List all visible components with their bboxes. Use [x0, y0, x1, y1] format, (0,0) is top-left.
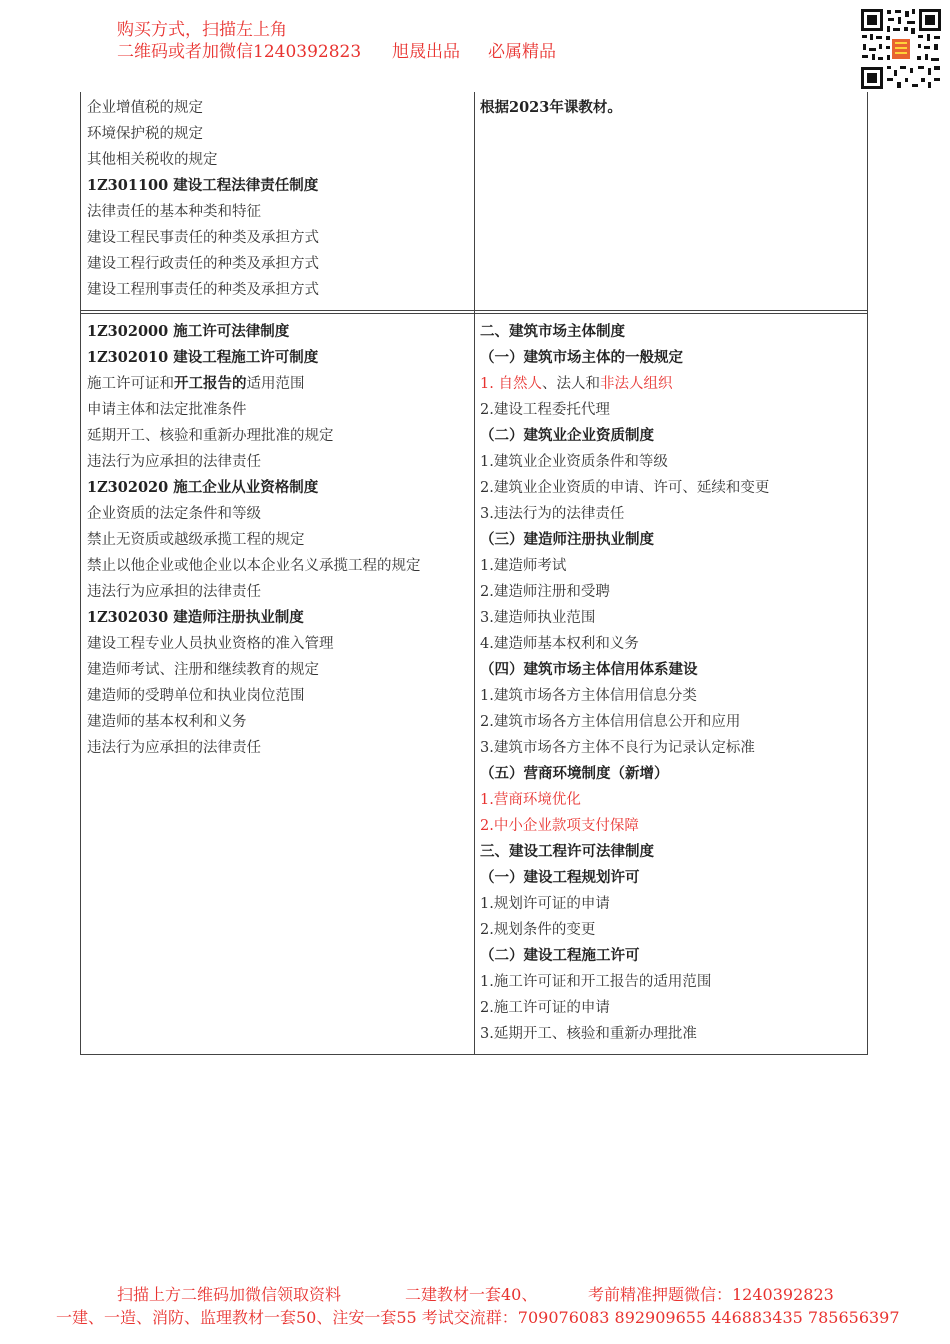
list-item: 建造师考试、注册和继续教育的规定: [87, 662, 319, 678]
list-item: 延期开工、核验和重新办理批准的规定: [87, 428, 334, 444]
list-item: 企业增值税的规定: [87, 100, 203, 116]
footer-groups-note: 一建、一造、消防、监理教材一套50、注安一套55 考试交流群：709076083 892909655 446883435 785656397: [56, 1308, 900, 1327]
list-item: 建设工程专业人员执业资格的准入管理: [87, 636, 334, 652]
list-item: 企业资质的法定条件和等级: [87, 506, 261, 522]
list-item: 3.建筑市场各方主体不良行为记录认定标准: [480, 740, 755, 756]
section-heading: 1Z302020 施工企业从业资格制度: [87, 479, 319, 496]
list-item: 2.施工许可证的申请: [480, 1000, 610, 1016]
qr-code-icon[interactable]: [860, 8, 942, 90]
section-heading: 1Z302030 建造师注册执业制度: [87, 609, 304, 626]
subsection-heading: （一）建筑市场主体的一般规定: [480, 349, 683, 366]
subsection-heading: （一）建设工程规划许可: [480, 869, 640, 886]
list-item: 1.建筑市场各方主体信用信息分类: [480, 688, 697, 704]
list-item: 3.延期开工、核验和重新办理批准: [480, 1026, 697, 1042]
list-item-text: 适用范围: [246, 376, 305, 392]
subsection-heading: （二）建设工程施工许可: [480, 947, 640, 964]
list-item: 3.建造师执业范围: [480, 610, 596, 626]
row1-left-cell: [87, 95, 319, 303]
list-item: 2.规划条件的变更: [480, 922, 596, 938]
section-heading: 1Z302000 施工许可法律制度: [87, 323, 290, 340]
subsection-heading: （五）营商环境制度（新增）: [480, 765, 669, 782]
list-item: 申请主体和法定批准条件: [87, 402, 247, 418]
row2-left-cell: [87, 319, 421, 761]
list-item: 1.建筑业企业资质条件和等级: [480, 454, 668, 470]
list-item: 其他相关税收的规定: [87, 152, 218, 168]
list-item-text: 、法人和: [541, 376, 600, 392]
list-item: 违法行为应承担的法律责任: [87, 740, 261, 756]
list-item: [480, 371, 769, 397]
list-item: 禁止无资质或越级承揽工程的规定: [87, 532, 305, 548]
footer-price-note: 二建教材一套40、: [405, 1285, 538, 1304]
subsection-heading: （四）建筑市场主体信用体系建设: [480, 661, 698, 678]
list-item: 2.建筑业企业资质的申请、许可、延续和变更: [480, 480, 770, 496]
header-brand: 旭晟出品: [392, 42, 460, 62]
section-heading: 二、建筑市场主体制度: [480, 323, 625, 340]
list-item-text: 施工许可证和: [87, 376, 174, 392]
column-divider: [474, 92, 475, 1055]
list-item-emphasis: 开工报告的: [174, 375, 247, 392]
row1-right-cell: [480, 95, 622, 121]
header-brand-slogan: 必属精品: [488, 42, 556, 62]
list-item: 2.建设工程委托代理: [480, 402, 610, 418]
row-divider: [80, 310, 868, 311]
list-item-number: 1.: [480, 376, 499, 392]
section-heading: 1Z301100 建设工程法律责任制度: [87, 177, 319, 194]
list-item: 法律责任的基本种类和特征: [87, 204, 261, 220]
footer-wechat-note: 考前精准押题微信：1240392823: [588, 1285, 834, 1304]
row-divider: [80, 313, 868, 314]
list-item-highlight: 自然人: [498, 376, 542, 392]
list-item: 4.建造师基本权利和义务: [480, 636, 639, 652]
list-item: 1.施工许可证和开工报告的适用范围: [480, 974, 712, 990]
subsection-heading: （二）建筑业企业资质制度: [480, 427, 654, 444]
section-heading: 三、建设工程许可法律制度: [480, 843, 654, 860]
subsection-heading: （三）建造师注册执业制度: [480, 531, 654, 548]
list-item: 2.建筑市场各方主体信用信息公开和应用: [480, 714, 741, 730]
list-item: 1.建造师考试: [480, 558, 567, 574]
header-line-2: 二维码或者加微信1240392823: [117, 42, 362, 62]
list-item: 建设工程行政责任的种类及承担方式: [87, 256, 319, 272]
section-heading: 1Z302010 建设工程施工许可制度: [87, 349, 319, 366]
list-item: [87, 371, 421, 397]
list-item: 环境保护税的规定: [87, 126, 203, 142]
list-item: 禁止以他企业或他企业以本企业名义承揽工程的规定: [87, 558, 421, 574]
table-bottom-rule: [80, 1054, 868, 1055]
header-line-1: 购买方式，扫描左上角: [117, 20, 287, 40]
list-item: 建造师的基本权利和义务: [87, 714, 247, 730]
list-item-highlight: 2.中小企业款项支付保障: [480, 818, 639, 834]
list-item: 建设工程刑事责任的种类及承担方式: [87, 282, 319, 298]
footer-qr-note: 扫描上方二维码加微信领取资料: [117, 1285, 342, 1304]
list-item: 3.违法行为的法律责任: [480, 506, 625, 522]
list-item: 建造师的受聘单位和执业岗位范围: [87, 688, 305, 704]
list-item: 违法行为应承担的法律责任: [87, 454, 261, 470]
list-item: 2.建造师注册和受聘: [480, 584, 610, 600]
list-item-highlight: 1.营商环境优化: [480, 792, 581, 808]
list-item-highlight: 非法人组织: [599, 376, 673, 392]
list-item: 建设工程民事责任的种类及承担方式: [87, 230, 319, 246]
row2-right-cell: [480, 319, 769, 1047]
list-item: 违法行为应承担的法律责任: [87, 584, 261, 600]
list-item: 1.规划许可证的申请: [480, 896, 610, 912]
note-text: 根据2023年课教材。: [480, 99, 622, 116]
